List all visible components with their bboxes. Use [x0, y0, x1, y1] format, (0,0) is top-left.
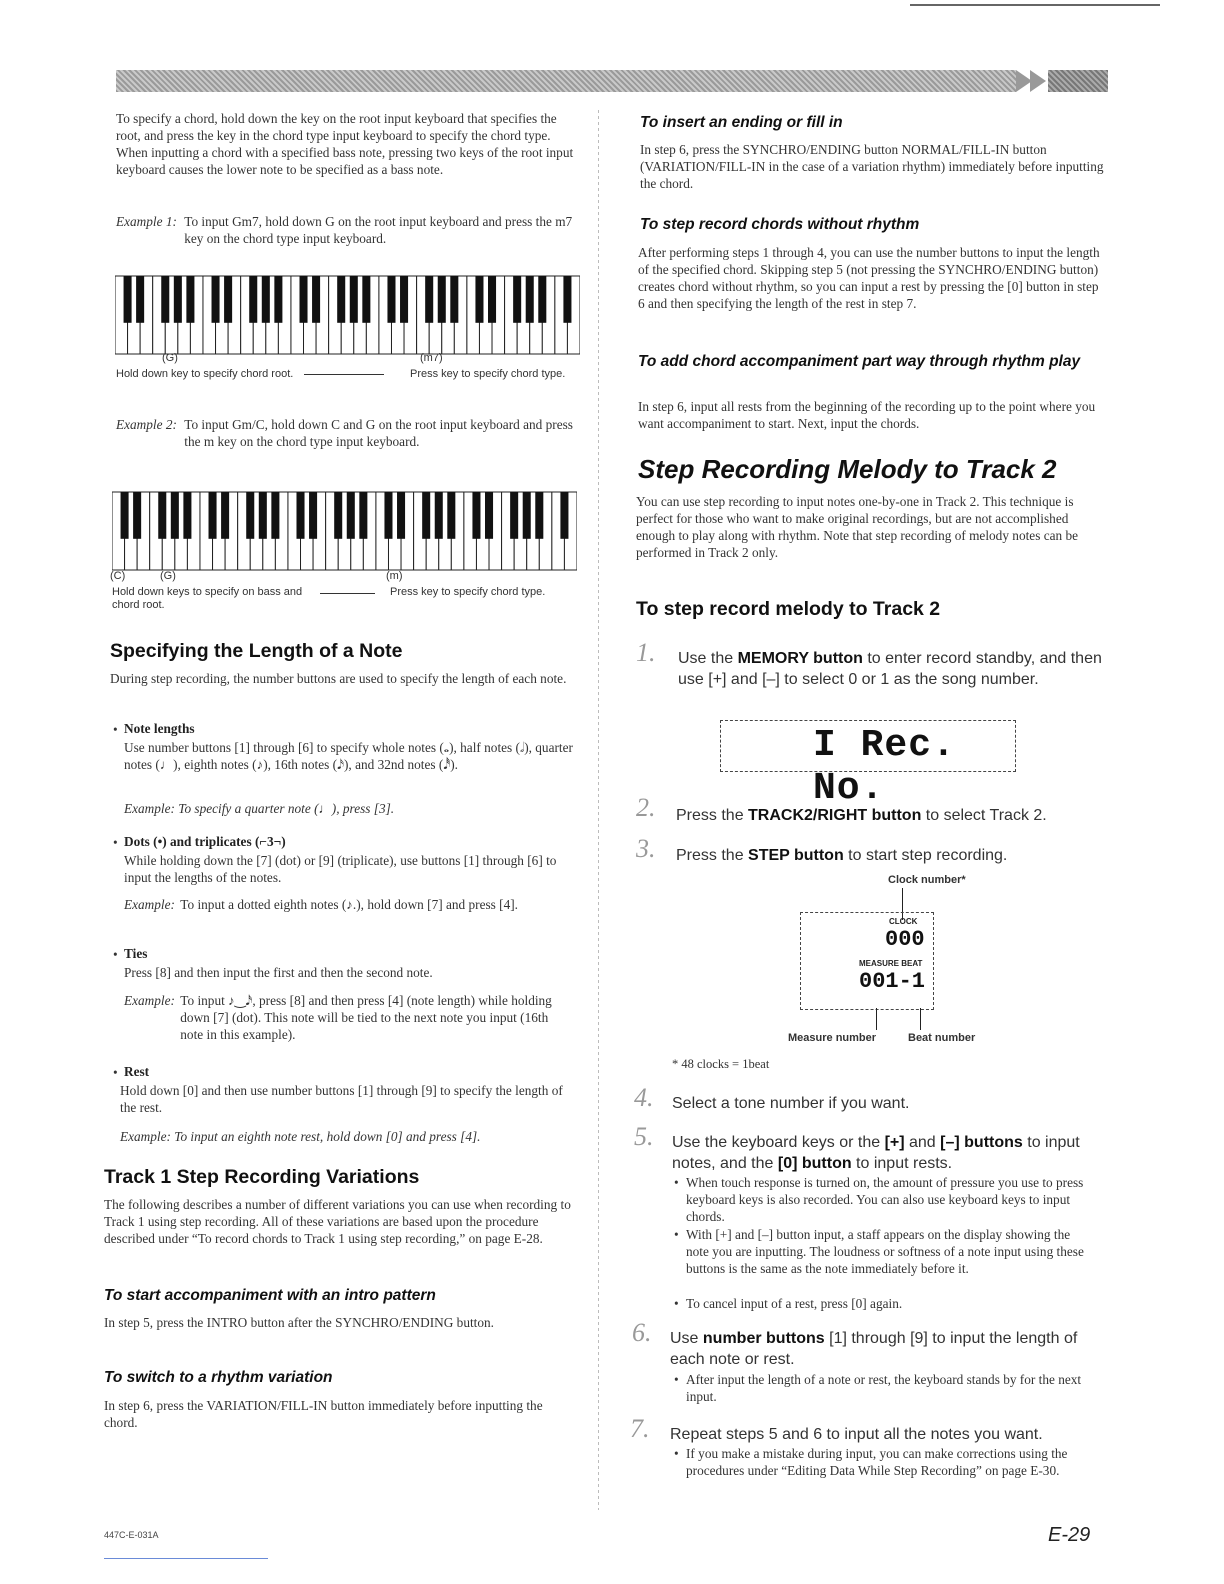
- keyboard-1-keys: [115, 276, 580, 354]
- dots-title: Dots (•) and triplicates (⌐3¬): [124, 834, 286, 849]
- no-rhythm-text: After performing steps 1 through 4, you can use the number buttons to input the length of the specified chord. Skipping step 5 (not pressing the SYNCHRO/ENDING button) creates chord without rhythm, so you can input a rest by pressing the [0] button in step 6 and then specifying the length of the rest in step 7.: [638, 245, 1100, 311]
- kb2-label-c: (C): [110, 570, 126, 582]
- number-buttons-label: number buttons: [702, 1330, 825, 1347]
- black-key: [262, 276, 270, 323]
- black-key: [299, 276, 307, 323]
- step-7-text: Repeat steps 5 and 6 to input all the notes you want.: [670, 1426, 1043, 1443]
- black-key: [425, 276, 433, 323]
- step-5-text-e: to input notes, and the: [672, 1134, 1080, 1172]
- rhythm-variation-text: In step 6, press the VARIATION/FILL-IN button immediately before inputting the chord.: [104, 1398, 543, 1430]
- step-5-text-a: Use the keyboard keys or the: [672, 1134, 885, 1151]
- header-band-end: [1048, 70, 1108, 92]
- note-lengths-text: Use number buttons [1] through [6] to specify whole notes (𝅝), half notes (𝅗𝅥), quarter notes (♩), eighth notes (♪), 16th notes (𝅘𝅥𝅯), and 32nd notes (𝅘𝅥𝅰).: [124, 740, 573, 772]
- black-key: [337, 276, 345, 323]
- black-key: [538, 276, 546, 323]
- lcd-rec-no-text: I Rec. No.: [813, 724, 956, 810]
- keyboard-diagram-2: [112, 488, 577, 574]
- black-key: [362, 276, 370, 323]
- lcd-clock-value: 000: [885, 927, 925, 952]
- black-key: [475, 276, 483, 323]
- kb2-label-m: (m): [386, 570, 403, 582]
- rhythm-variation-heading: To switch to a rhythm variation: [104, 1369, 333, 1386]
- bullet-dot: •: [674, 1227, 679, 1242]
- black-key: [400, 276, 408, 323]
- zero-button-label: [0] button: [777, 1155, 852, 1172]
- black-key: [526, 276, 534, 323]
- memory-button-label: MEMORY button: [737, 650, 863, 667]
- ending-text: In step 6, press the SYNCHRO/ENDING button NORMAL/FILL-IN button (VARIATION/FILL-IN in the case of a variation rhythm) immediately before inputting the chord.: [640, 142, 1104, 191]
- step-5-bullet-2: With [+] and [–] button input, a staff appears on the display showing the note you are inputting. The loudness or softness of a note input using these buttons is the same as the note immediately before it.: [686, 1227, 1084, 1276]
- ending-heading: To insert an ending or fill in: [640, 114, 843, 131]
- length-intro: During step recording, the number buttons are used to specify the length of each note.: [110, 671, 567, 686]
- black-key: [563, 276, 571, 323]
- step-1-text: [678, 648, 1104, 690]
- step-6-number: 6.: [632, 1318, 652, 1347]
- black-key: [161, 276, 169, 323]
- step-3-text-c: to start step recording.: [843, 847, 1008, 864]
- black-key: [387, 276, 395, 323]
- step-1-text-c: to enter record standby, and then use [+] and [–] to select 0 or 1 as the song number.: [678, 650, 1102, 688]
- black-key: [359, 492, 367, 539]
- step-button-label: STEP button: [748, 847, 844, 864]
- step-5-bullet-1: When touch response is turned on, the amount of pressure you use to press keyboard keys is also recorded. You can also use keyboard keys to input chords.: [686, 1175, 1084, 1224]
- melody-intro: You can use step recording to input notes one-by-one in Track 2. This technique is perfect for those who want to make original recordings, but are not accomplished enough to play along with rhythm. Note that step recording of melody notes can be performed in Track 2 only.: [636, 494, 1079, 560]
- example-2-text: To input Gm/C, hold down C and G on the root input keyboard and press the m key on the chord type input keyboard.: [184, 417, 573, 449]
- no-rhythm-heading: To step record chords without rhythm: [640, 216, 920, 233]
- step-2-number: 2.: [636, 793, 656, 822]
- ties-example-text: To input ♪‿𝅘𝅥𝅯, press [8] and then press [4] (note length) while holding down [7] (dot). This note will be tied to the next note you input (16th note in this example).: [180, 993, 552, 1042]
- intro-pattern-heading: To start accompaniment with an intro pattern: [104, 1287, 436, 1304]
- header-arrow-icon: [1030, 70, 1046, 92]
- ties-text: Press [8] and then input the first and then the second note.: [124, 965, 433, 980]
- black-key: [183, 492, 191, 539]
- melody-heading: Step Recording Melody to Track 2: [638, 454, 1057, 484]
- bullet-dot: •: [674, 1446, 679, 1461]
- black-key: [350, 276, 358, 323]
- black-key: [259, 492, 267, 539]
- kb1-caption-right: Press key to specify chord type.: [410, 368, 566, 380]
- black-key: [334, 492, 342, 539]
- black-key: [312, 276, 320, 323]
- kb1-label-m7: (m7): [420, 352, 443, 364]
- dots-example-text: To input a dotted eighth notes (♪.), hold down [7] and press [4].: [180, 897, 518, 912]
- black-key: [174, 276, 182, 323]
- part-way-heading: To add chord accompaniment part way through rhythm play: [638, 353, 1081, 370]
- kb2-label-g: (G): [160, 570, 176, 582]
- page-number: E-29: [1048, 1524, 1091, 1546]
- column-divider: [598, 110, 599, 1510]
- beat-pointer-line: [920, 1008, 921, 1030]
- black-key: [435, 492, 443, 539]
- dots-example: [124, 896, 576, 913]
- kb1-label-g: (G): [162, 352, 178, 364]
- black-key: [133, 492, 141, 539]
- track1-heading: Track 1 Step Recording Variations: [104, 1166, 420, 1188]
- example-1-label: Example 1:: [116, 214, 177, 229]
- note-lengths-title: Note lengths: [124, 721, 195, 736]
- bullet-dot: •: [113, 947, 118, 962]
- ties-title: Ties: [124, 946, 148, 961]
- ties-example-label: Example:: [124, 993, 175, 1008]
- step-6-text: [670, 1328, 1102, 1370]
- step-5-text-g: to input rests.: [851, 1155, 953, 1172]
- step-3-text: [676, 845, 1104, 866]
- bullet-dot: •: [674, 1175, 679, 1190]
- step-1-number: 1.: [636, 638, 656, 667]
- step-5-bullet-3: To cancel input of a rest, press [0] again.: [686, 1296, 903, 1311]
- step-7-bullet-1: If you make a mistake during input, you can make corrections using the procedures under “Editing Data While Step Recording” on page E-30.: [686, 1446, 1068, 1478]
- black-key: [124, 276, 132, 323]
- lcd-measure-beat-value: 001-1: [859, 969, 926, 994]
- example-2-label: Example 2:: [116, 417, 177, 432]
- black-key: [249, 276, 257, 323]
- black-key: [438, 276, 446, 323]
- measure-pointer-line: [876, 1008, 877, 1030]
- bullet-dot: •: [674, 1372, 679, 1387]
- black-key: [158, 492, 166, 539]
- step-6-text-c: [1] through [9] to input the length of each note or rest.: [670, 1330, 1078, 1368]
- note-lengths-example: Example: To specify a quarter note (♩), press [3].: [124, 801, 395, 816]
- example-1-text: To input Gm7, hold down G on the root input keyboard and press the m7 key on the chord type input keyboard.: [184, 214, 573, 246]
- step-5-text: [672, 1132, 1104, 1174]
- kb2-caption-left: Hold down keys to specify on bass and chord root.: [112, 586, 303, 611]
- lcd-step-display: [800, 912, 934, 1010]
- measure-number-label: Measure number: [788, 1032, 877, 1044]
- black-key: [347, 492, 355, 539]
- dots-example-label: Example:: [124, 897, 175, 912]
- black-key: [309, 492, 317, 539]
- black-key: [136, 276, 144, 323]
- black-key: [212, 276, 220, 323]
- step-6-bullet-1: After input the length of a note or rest, the keyboard stands by for the next input.: [686, 1372, 1082, 1404]
- top-rule: [910, 4, 1160, 6]
- minus-button-label: [–] buttons: [940, 1134, 1023, 1151]
- black-key: [447, 492, 455, 539]
- procedure-heading: To step record melody to Track 2: [636, 598, 941, 620]
- bullet-dot: •: [113, 1065, 118, 1080]
- black-key: [523, 492, 531, 539]
- black-key: [209, 492, 217, 539]
- step-2-text: [676, 805, 1104, 826]
- bullet-dot: •: [674, 1296, 679, 1311]
- header-band: [116, 70, 1016, 92]
- lcd-measure-beat-label: MEASURE BEAT: [859, 959, 923, 968]
- step-3-text-a: Press the: [676, 847, 749, 864]
- step-7-number: 7.: [630, 1414, 650, 1443]
- step-2-text-a: Press the: [676, 807, 749, 824]
- black-key: [296, 492, 304, 539]
- dots-text: While holding down the [7] (dot) or [9] (triplicate), use buttons [1] through [6] to input the lengths of the notes.: [124, 853, 557, 885]
- black-key: [397, 492, 405, 539]
- step-6-text-a: Use: [670, 1330, 703, 1347]
- length-heading: Specifying the Length of a Note: [110, 640, 403, 662]
- black-key: [246, 492, 254, 539]
- black-key: [224, 276, 232, 323]
- black-key: [274, 276, 282, 323]
- black-key: [171, 492, 179, 539]
- chord-intro-paragraph: To specify a chord, hold down the key on the root input keyboard that specifies the root, and press the key in the chord type input keyboard to specify the chord type. When inputting a chord with a specified bass note, pressing two keys of the root input keyboard causes the lower note to be specified as a bass note.: [116, 111, 574, 177]
- black-key: [485, 492, 493, 539]
- clock-number-label: Clock number*: [888, 874, 966, 886]
- black-key: [488, 276, 496, 323]
- black-key: [384, 492, 392, 539]
- black-key: [560, 492, 568, 539]
- black-key: [513, 276, 521, 323]
- bullet-dot: •: [113, 835, 118, 850]
- lcd-rec-no: [720, 720, 1016, 810]
- step-1-text-a: Use the: [678, 650, 738, 667]
- beat-number-label: Beat number: [908, 1032, 976, 1044]
- intro-pattern-text: In step 5, press the INTRO button after the SYNCHRO/ENDING button.: [104, 1315, 494, 1330]
- example-1: [116, 213, 578, 247]
- part-way-text: In step 6, input all rests from the beginning of the recording up to the point where you want accompaniment to start. Next, input the chords.: [638, 399, 1096, 431]
- kb2-caption-right: Press key to specify chord type.: [390, 586, 546, 598]
- rest-text: Hold down [0] and then use number buttons [1] through [9] to specify the length of the rest.: [120, 1083, 563, 1115]
- kb2-arrow-line: [320, 593, 375, 594]
- black-key: [271, 492, 279, 539]
- black-key: [450, 276, 458, 323]
- black-key: [472, 492, 480, 539]
- kb1-arrow-line: [304, 374, 384, 375]
- black-key: [422, 492, 430, 539]
- keyboard-2-keys: [112, 492, 577, 570]
- footer-rule: [104, 1558, 268, 1559]
- black-key: [221, 492, 229, 539]
- keyboard-diagram-1: [115, 270, 580, 360]
- lcd-clock-label: CLOCK: [889, 917, 918, 926]
- black-key: [510, 492, 518, 539]
- step-2-text-c: to select Track 2.: [921, 807, 1047, 824]
- step-4-number: 4.: [634, 1083, 654, 1112]
- track1-intro: The following describes a number of different variations you can use when recording to Track 1 using step recording. All of these variations are based upon the procedure described under “To record chords to Track 1 using step recording,” on page E-28.: [104, 1197, 571, 1246]
- step-5-text-c: and: [904, 1134, 941, 1151]
- rest-example: Example: To input an eighth note rest, hold down [0] and press [4].: [120, 1129, 481, 1144]
- kb1-caption-left: Hold down key to specify chord root.: [116, 368, 294, 380]
- black-key: [121, 492, 129, 539]
- clock-footnote: * 48 clocks = 1beat: [672, 1057, 770, 1071]
- step-3-number: 3.: [636, 834, 656, 863]
- step-5-number: 5.: [634, 1122, 654, 1151]
- track2-button-label: TRACK2/RIGHT button: [748, 807, 922, 824]
- rest-title: Rest: [124, 1064, 150, 1079]
- bullet-dot: •: [113, 722, 118, 737]
- black-key: [535, 492, 543, 539]
- ties-example: [124, 992, 576, 1043]
- step-4-text: Select a tone number if you want.: [672, 1095, 910, 1112]
- example-2: [116, 416, 578, 450]
- black-key: [186, 276, 194, 323]
- footer-code: 447C-E-031A: [104, 1530, 159, 1540]
- plus-button-label: [+]: [884, 1134, 905, 1151]
